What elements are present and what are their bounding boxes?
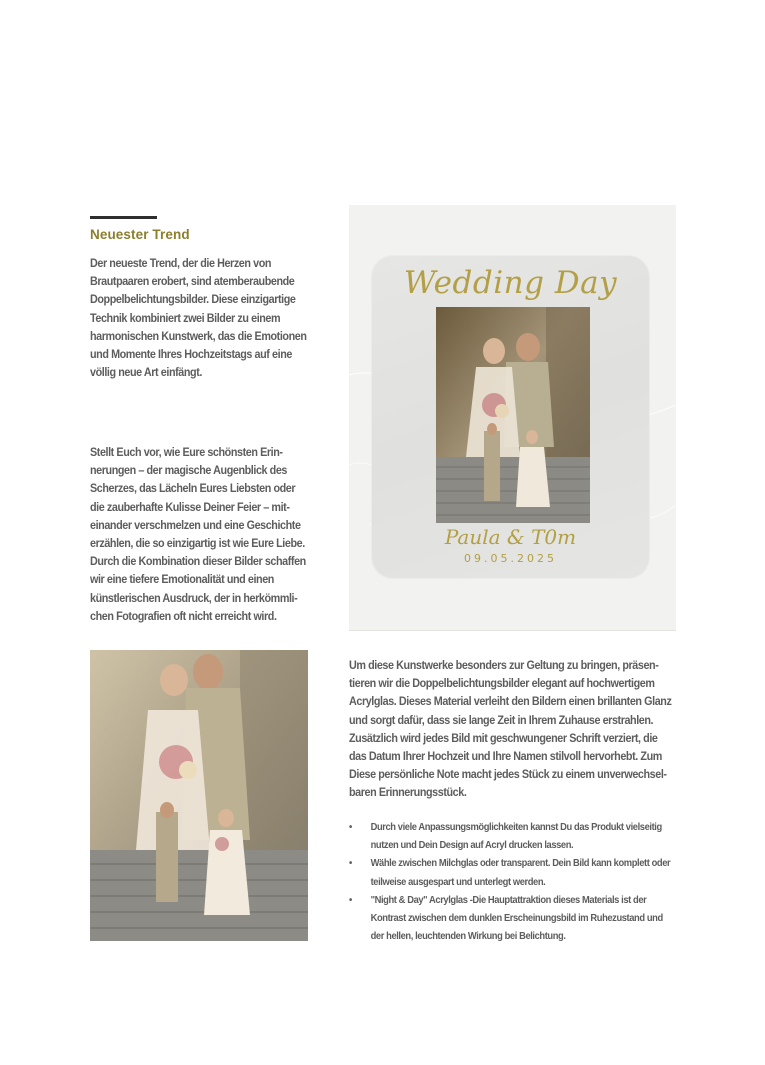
- bullet-icon: •: [349, 894, 352, 906]
- acrylic-title: Wedding Day: [403, 265, 618, 301]
- section-heading: Neuester Trend: [90, 227, 190, 242]
- acrylic-paragraph: Um diese Kunstwerke besonders zur Geltung zu bringen, präsentieren wir die Doppelbelichtungsbilder elegant auf hochwertigem Acrylglas. Dieses Material verleiht den Bildern einen brillanten Glanz und sorgt dafür, dass sie lange Zeit in Ihrem Zuhause erstrahlen. Zusätzlich wird jedes Bild mit geschwungener Schrift verziert, die das Datum Ihrer Hochzeit und Ihre Namen stilvoll hervorhebt. Zum Diese persönliche Note macht jedes Stück zu einem unverwechselbaren Erinnerungsstück.: [349, 659, 672, 800]
- couple-names: Paula & T0m: [444, 525, 577, 549]
- feature-list: [349, 819, 671, 946]
- wedding-double-exposure-photo: [90, 650, 308, 941]
- bullet-icon: •: [349, 822, 352, 833]
- intro-paragraph: Der neueste Trend, der die Herzen von Brautpaaren erobert, sind atemberaubende Doppelbelichtungsbilder. Diese einzigartige Technik kombiniert zwei Bilder zu einem harmonischen Kunstwerk, das die Emotionen und Momente Ihres Hochzeitstags auf eine völlig neue Art einfängt.: [90, 257, 307, 380]
- acrylic-print: [371, 255, 650, 579]
- heading-rule: [90, 216, 157, 219]
- list-item: • "Night & Day" Acrylglas -Die Hauptattraktion dieses Materials ist der Kontrast zwischen dem dunklen Erscheinungsbild im Ruhezustand und der hellen, leuchtenden Wirkung bei Belichtung.: [349, 892, 671, 947]
- wedding-photo-on-acrylic: [436, 307, 590, 523]
- bullet-icon: •: [349, 858, 352, 870]
- product-mockup-panel: [349, 205, 676, 631]
- list-item: • Wähle zwischen Milchglas oder transparent. Dein Bild kann komplett oder teilweise ausgespart und unterlegt werden.: [349, 855, 671, 891]
- body-paragraph: Stellt Euch vor, wie Eure schönsten Erinnerungen – der magische Augenblick des Scherzes, das Lächeln Eures Liebsten oder die zauberhafte Kulisse Deiner Feier – miteinander verschmelzen und eine Geschichte erzählen, die so einzigartig ist wie Eure Liebe. Durch die Kombination dieser Bilder schaffen wir eine tiefere Emotionalität und einen künstlerischen Ausdruck, der in herkömmlichen Fotografien oft nicht erreicht wird.: [90, 446, 306, 623]
- wedding-date: 09.05.2025: [464, 552, 557, 565]
- list-item: • Durch viele Anpassungsmöglichkeiten kannst Du das Produkt vielseitig nutzen und Dein Design auf Acryl drucken lassen.: [349, 819, 671, 855]
